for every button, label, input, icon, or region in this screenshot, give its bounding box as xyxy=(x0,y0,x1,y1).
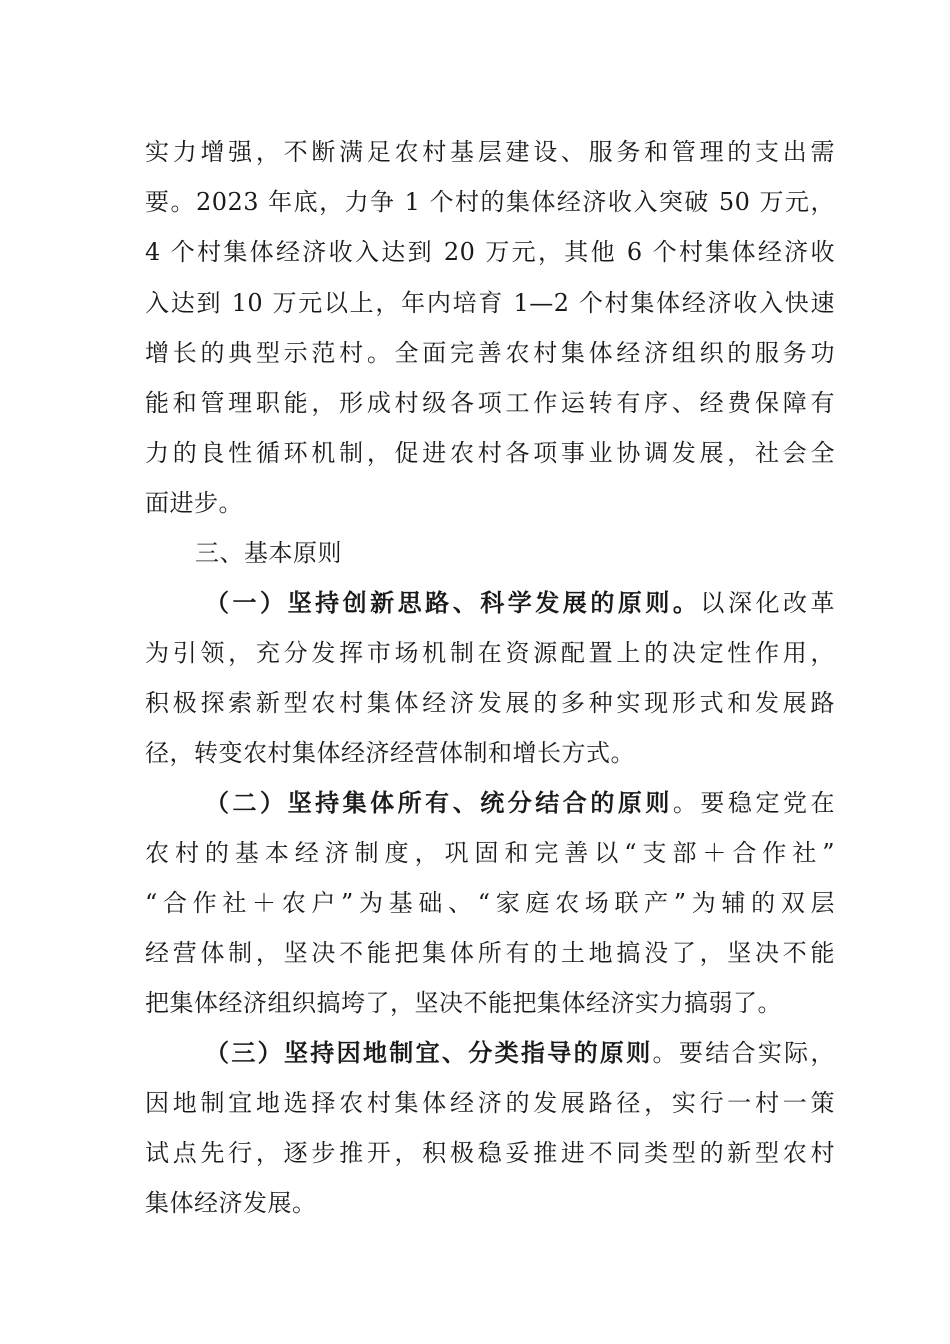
paragraph-1-line-2: 要。2023 年底，力争 1 个村的集体经济收入突破 50 万元， xyxy=(145,188,835,216)
principle-3-line-4: 集体经济发展。 xyxy=(145,1189,317,1217)
section-heading: 三、基本原则 xyxy=(195,539,342,567)
principle-2-first-line xyxy=(205,788,835,818)
principle-2-line-4: 经营体制，坚决不能把集体所有的土地搞没了，坚决不能 xyxy=(145,939,835,967)
principle-1-line-2: 为引领，充分发挥市场机制在资源配置上的决定性作用， xyxy=(145,639,835,667)
principle-1-first-line-rest: 以深化改革 xyxy=(700,589,836,617)
paragraph-1-line-3: 4 个村集体经济收入达到 20 万元，其他 6 个村集体经济收 xyxy=(145,238,835,266)
principle-3-first-line xyxy=(205,1038,835,1068)
principle-3-first-line-rest: 。要结合实际， xyxy=(652,1039,836,1067)
paragraph-1-line-5: 增长的典型示范村。全面完善农村集体经济组织的服务功 xyxy=(145,339,835,367)
paragraph-1-line-8: 面进步。 xyxy=(145,489,243,517)
principle-1-line-4: 径，转变农村集体经济经营体制和增长方式。 xyxy=(145,739,635,767)
principle-2-first-line-rest: 。要稳定党在 xyxy=(672,789,836,817)
paragraph-1-line-1: 实力增强，不断满足农村基层建设、服务和管理的支出需 xyxy=(145,138,835,166)
principle-2-line-5: 把集体经济组织搞垮了，坚决不能把集体经济实力搞弱了。 xyxy=(145,989,782,1017)
principle-2-line-2: 农村的基本经济制度，巩固和完善以“支部＋合作社” xyxy=(145,839,835,867)
paragraph-1-line-6: 能和管理职能，形成村级各项工作运转有序、经费保障有 xyxy=(145,389,835,417)
paragraph-1-line-4: 入达到 10 万元以上，年内培育 1—2 个村集体经济收入快速 xyxy=(145,289,835,317)
principle-1-line-3: 积极探索新型农村集体经济发展的多种实现形式和发展路 xyxy=(145,689,835,717)
principle-1-title: （一）坚持创新思路、科学发展的原则。 xyxy=(205,588,701,617)
principle-2-line-3: “合作社＋农户”为基础、“家庭农场联产”为辅的双层 xyxy=(145,889,835,917)
principle-3-line-2: 因地制宜地选择农村集体经济的发展路径，实行一村一策 xyxy=(145,1089,835,1117)
principle-3-line-3: 试点先行，逐步推开，积极稳妥推进不同类型的新型农村 xyxy=(145,1139,835,1167)
paragraph-1-line-7: 力的良性循环机制，促进农村各项事业协调发展，社会全 xyxy=(145,439,835,467)
principle-1-first-line xyxy=(205,588,835,618)
principle-3-title: （三）坚持因地制宜、分类指导的原则 xyxy=(205,1038,653,1067)
principle-2-title: （二）坚持集体所有、统分结合的原则 xyxy=(205,788,673,817)
